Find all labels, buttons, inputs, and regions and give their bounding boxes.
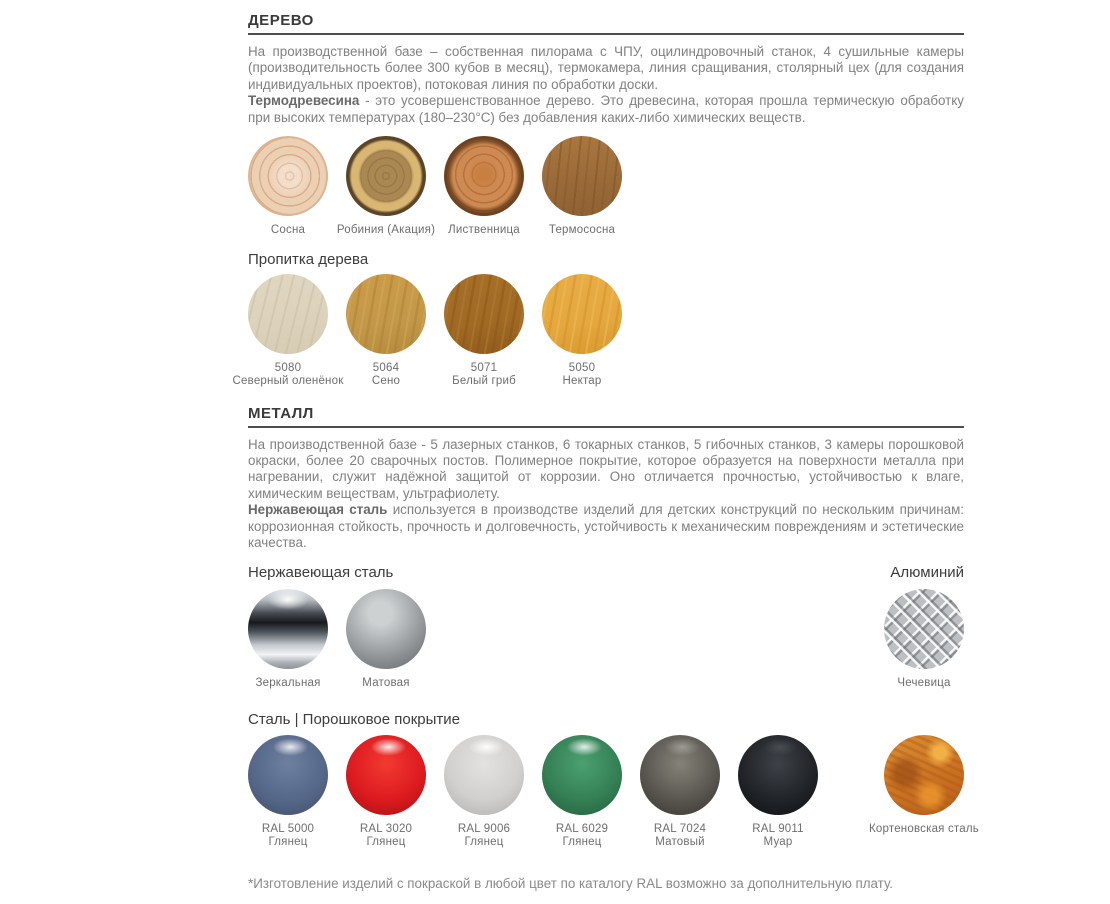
stain-5050-swatch-image: [542, 274, 622, 354]
stainless-row: [248, 589, 964, 691]
ral3020-label: [330, 823, 442, 850]
stainless-aluminum-headings: [248, 564, 964, 581]
wood-section: [232, 12, 964, 389]
ral3020-swatch-image: [346, 735, 426, 815]
swatch-cell-checker: [884, 589, 964, 691]
ral9006-label: [428, 823, 540, 850]
ral9011-code: RAL 9011: [752, 822, 804, 835]
ral5000-label: [232, 823, 344, 850]
stain-5064-code: 5064: [372, 361, 400, 374]
stain-5064-swatch-image: [346, 274, 426, 354]
matte-steel-label: Матовая: [362, 677, 410, 690]
ral3020-code: RAL 3020: [359, 822, 413, 835]
ral5000-swatch-image: [248, 735, 328, 815]
stain-5071-name: Белый гриб: [452, 375, 516, 388]
mirror-steel-swatch-image: [248, 589, 328, 669]
swatch-cell-5080: [232, 274, 344, 389]
swatch-cell-ral7024: [640, 735, 720, 850]
swatch-cell-ral9011: [738, 735, 818, 850]
ral9006-code: RAL 9006: [457, 822, 511, 835]
corten-steel-label: Кортеновская сталь: [869, 822, 979, 835]
ral3020-finish: Глянец: [366, 836, 406, 849]
ral7024-code: RAL 7024: [653, 822, 707, 835]
metal-section-title: МЕТАЛЛ: [248, 404, 314, 422]
stainless-text: используется в производстве изделий для детских конструкций по нескольким причинам: коррозионная стойкость, прочность и долговечность, устойчивость к механическим повреждениям и эстетические качества.: [248, 502, 964, 550]
ral9006-finish: Глянец: [464, 836, 504, 849]
stain-5080-swatch-image: [248, 274, 328, 354]
stain-5050-code: 5050: [568, 361, 596, 374]
stain-5080-name: Северный оленёнок: [232, 375, 344, 388]
metal-section: [248, 404, 979, 891]
swatch-cell-ral9006: [444, 735, 524, 850]
stain-5080-label: [232, 362, 344, 389]
ral9011-label: [722, 823, 834, 850]
page-content: [232, 12, 979, 904]
stain-5064-label: [330, 362, 442, 389]
corten-steel-swatch-image: [884, 735, 964, 815]
swatch-cell-thermopine: [542, 136, 622, 238]
stain-5050-label: [526, 362, 638, 389]
swatch-cell-ral3020: [346, 735, 426, 850]
stain-5071-code: 5071: [470, 361, 498, 374]
thermowood-text: - это усовершенствованное дерево. Это древесина, которая прошла термическую обработку при высоких температурах (180–230°С) без добавления каких-либо химических веществ.: [248, 93, 964, 125]
wood-section-title: ДЕРЕВО: [248, 12, 314, 29]
swatch-cell-5050: [542, 274, 622, 389]
swatch-cell-pine: [248, 136, 328, 238]
thermopine-label: Термососна: [548, 224, 616, 237]
ral-footnote: *Изготовление изделий с покраской в любой цвет по каталогу RAL возможно за дополнительную плату.: [248, 875, 894, 891]
metal-intro-paragraph: [248, 437, 964, 503]
thermowood-paragraph: [248, 93, 964, 126]
stainless-title: Нержавеющая сталь: [248, 564, 394, 582]
stain-5050-name: Нектар: [562, 375, 602, 388]
checker-plate-label: Чечевица: [897, 677, 951, 690]
larch-swatch-image: [444, 136, 524, 216]
impregnation-row: [232, 274, 964, 389]
robinia-swatch-image: [346, 136, 426, 216]
matte-steel-swatch-image: [346, 589, 426, 669]
wood-intro-paragraph: [248, 44, 964, 93]
swatch-cell-5071: [444, 274, 524, 389]
checker-plate-swatch-image: [884, 589, 964, 669]
swatch-cell-larch: [444, 136, 524, 238]
stain-5064-name: Сено: [371, 375, 401, 388]
powder-coating-title: Сталь | Порошковое покрытие: [248, 710, 460, 728]
stainless-paragraph: [248, 502, 964, 551]
metal-intro-text: На производственной базе - 5 лазерных станков, 6 токарных станков, 5 гибочных станков, 3 камеры порошковой окраски, более 20 сварочных постов. Полимерное покрытие, которое образуется на поверхности металла при нагревании, служит надёжной защитой от коррозии. Оно отличается прочностью, устойчивостью к влаге, химическим веществам, ультрафиолету.: [248, 436, 964, 501]
pine-label: Сосна: [270, 224, 306, 237]
ral5000-code: RAL 5000: [261, 822, 315, 835]
stain-5071-label: [428, 362, 540, 389]
thermowood-term: Термодревесина: [248, 93, 360, 109]
powder-coating-row: [248, 735, 979, 850]
swatch-cell-matte: [346, 589, 426, 691]
impregnation-title: Пропитка дерева: [248, 250, 369, 268]
larch-label: Лиственница: [448, 224, 520, 237]
thermopine-swatch-image: [542, 136, 622, 216]
aluminum-title: Алюминий: [890, 564, 964, 582]
ral9006-swatch-image: [444, 735, 524, 815]
ral9011-swatch-image: [738, 735, 818, 815]
pine-swatch-image: [248, 136, 328, 216]
stain-5071-swatch-image: [444, 274, 524, 354]
swatch-cell-ral5000: [248, 735, 328, 850]
stainless-term: Нержавеющая сталь: [248, 502, 388, 518]
swatch-cell-mirror: [248, 589, 328, 691]
ral6029-swatch-image: [542, 735, 622, 815]
wood-species-row: [248, 136, 964, 238]
ral6029-code: RAL 6029: [555, 822, 609, 835]
wood-intro-text: На производственной базе – собственная пилорама с ЧПУ, оцилиндровочный станок, 4 сушильные камеры (производительность более 300 кубов в месяц), термокамера, линия сращивания, столярный цех (для создания индивидуальных проектов), потоковая линия по обработки доски.: [248, 44, 964, 92]
swatch-cell-ral6029: [542, 735, 622, 850]
swatch-cell-5064: [346, 274, 426, 389]
stain-5080-code: 5080: [274, 361, 302, 374]
ral7024-label: [624, 823, 736, 850]
swatch-cell-robinia: [336, 136, 436, 238]
ral7024-swatch-image: [640, 735, 720, 815]
mirror-steel-label: Зеркальная: [255, 677, 321, 690]
ral6029-label: [526, 823, 638, 850]
swatch-cell-corten: [869, 735, 979, 850]
ral9011-finish: Муар: [763, 836, 793, 849]
ral6029-finish: Глянец: [562, 836, 602, 849]
metal-section-divider: [248, 426, 964, 428]
ral7024-finish: Матовый: [655, 836, 705, 849]
wood-section-divider: [248, 33, 964, 35]
ral5000-finish: Глянец: [268, 836, 308, 849]
robinia-label: Робиния (Акация): [336, 224, 436, 237]
